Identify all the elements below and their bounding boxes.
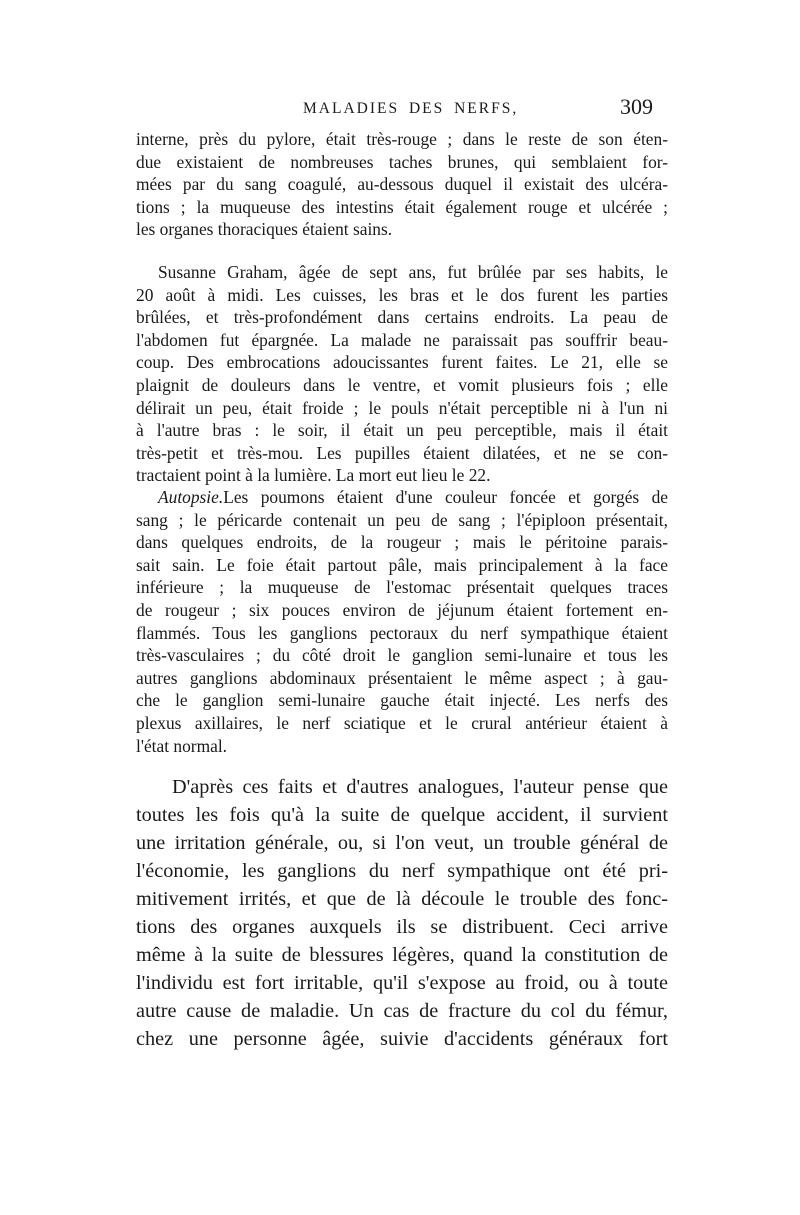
text-line: l'économie, les ganglions du nerf sympathique ont été pri- <box>136 860 668 882</box>
text-line: 20 août à midi. Les cuisses, les bras et le dos furent les parties <box>136 284 668 305</box>
text-line: délirait un peu, était froide ; le pouls n'était perceptible ni à l'un ni <box>136 397 668 418</box>
page-number: 309 <box>620 94 653 119</box>
text-line: même à la suite de blessures légères, quand la constitution de <box>136 944 668 966</box>
text-line: inférieure ; la muqueuse de l'estomac présentait quelques traces <box>136 577 668 598</box>
paragraph-continuation <box>136 128 668 241</box>
text-line: che le ganglion semi-lunaire gauche était injecté. Les nerfs des <box>136 690 668 711</box>
text-line: sang ; le péricarde contenait un peu de sang ; l'épiploon présentait, <box>136 509 668 530</box>
case-report-paragraph <box>136 261 668 487</box>
text-line: très-petit et très-mou. Les pupilles étaient dilatées, et ne se con- <box>136 442 668 463</box>
text-line: très-vasculaires ; du côté droit le ganglion semi-lunaire et tous les <box>136 645 668 666</box>
text-line: à l'autre bras : le soir, il était un peu perceptible, mais il était <box>136 420 668 441</box>
autopsy-paragraph <box>136 486 668 757</box>
text-line: autre cause de maladie. Un cas de fracture du col du fémur, <box>136 1000 668 1022</box>
text-line: Susanne Graham, âgée de sept ans, fut brûlée par ses habits, le <box>158 262 668 282</box>
text-line: flammés. Tous les ganglions pectoraux du nerf sympathique étaient <box>136 622 668 643</box>
text-line: sait sain. Le foie était partout pâle, mais principalement à la face <box>136 554 668 575</box>
text-line: les organes thoraciques étaient sains. <box>136 219 393 240</box>
text-line: autres ganglions abdominaux présentaient le même aspect ; à gau- <box>136 667 668 688</box>
text-line: plexus axillaires, le nerf sciatique et le crural antérieur étaient à <box>136 712 668 733</box>
text-line: D'après ces faits et d'autres analogues, l'auteur pense que <box>172 776 668 798</box>
text-line: toutes les fois qu'à la suite de quelque accident, il survient <box>136 804 668 826</box>
text-line: chez une personne âgée, suivie d'accidents généraux fort <box>136 1028 668 1050</box>
text-line: tions des organes auxquels ils se distribuent. Ceci arrive <box>136 916 668 938</box>
text-line: mitivement irrités, et que de là découle le trouble des fonc- <box>136 888 668 910</box>
text-line: dans quelques endroits, de la rougeur ; mais le péritoine parais- <box>136 532 668 553</box>
text-line: l'abdomen fut épargnée. La malade ne paraissait pas souffrir beau- <box>136 329 668 350</box>
page-header <box>135 96 665 126</box>
text-line: brûlées, et très-profondément dans certains endroits. La peau de <box>136 307 668 328</box>
text-line: interne, près du pylore, était très-rouge ; dans le reste de son éten- <box>136 129 668 149</box>
autopsy-label: Autopsie. <box>158 487 224 507</box>
text-line: due existaient de nombreuses taches brunes, qui semblaient for- <box>136 151 668 172</box>
commentary-paragraph <box>136 773 668 1053</box>
text-line <box>136 486 668 509</box>
text-line: tions ; la muqueuse des intestins était également rouge et ulcérée ; <box>136 196 668 217</box>
autopsy-first-line: Les poumons étaient d'une couleur foncée et gorgés de <box>223 487 668 507</box>
running-head: MALADIES DES NERFS, <box>303 100 519 117</box>
text-line: mées par du sang coagulé, au-dessous duquel il existait des ulcéra- <box>136 174 668 195</box>
text-line: de rougeur ; six pouces environ de jéjunum étaient fortement en- <box>136 599 668 620</box>
text-line: coup. Des embrocations adoucissantes furent faites. Le 21, elle se <box>136 352 668 373</box>
text-line: une irritation générale, ou, si l'on veut, un trouble général de <box>136 832 668 854</box>
text-line: tractaient point à la lumière. La mort eut lieu le 22. <box>136 465 491 486</box>
text-line: plaignit de douleurs dans le ventre, et vomit plusieurs fois ; elle <box>136 374 668 395</box>
text-line: l'état normal. <box>136 735 228 756</box>
text-line: l'individu est fort irritable, qu'il s'expose au froid, ou à toute <box>136 972 668 994</box>
